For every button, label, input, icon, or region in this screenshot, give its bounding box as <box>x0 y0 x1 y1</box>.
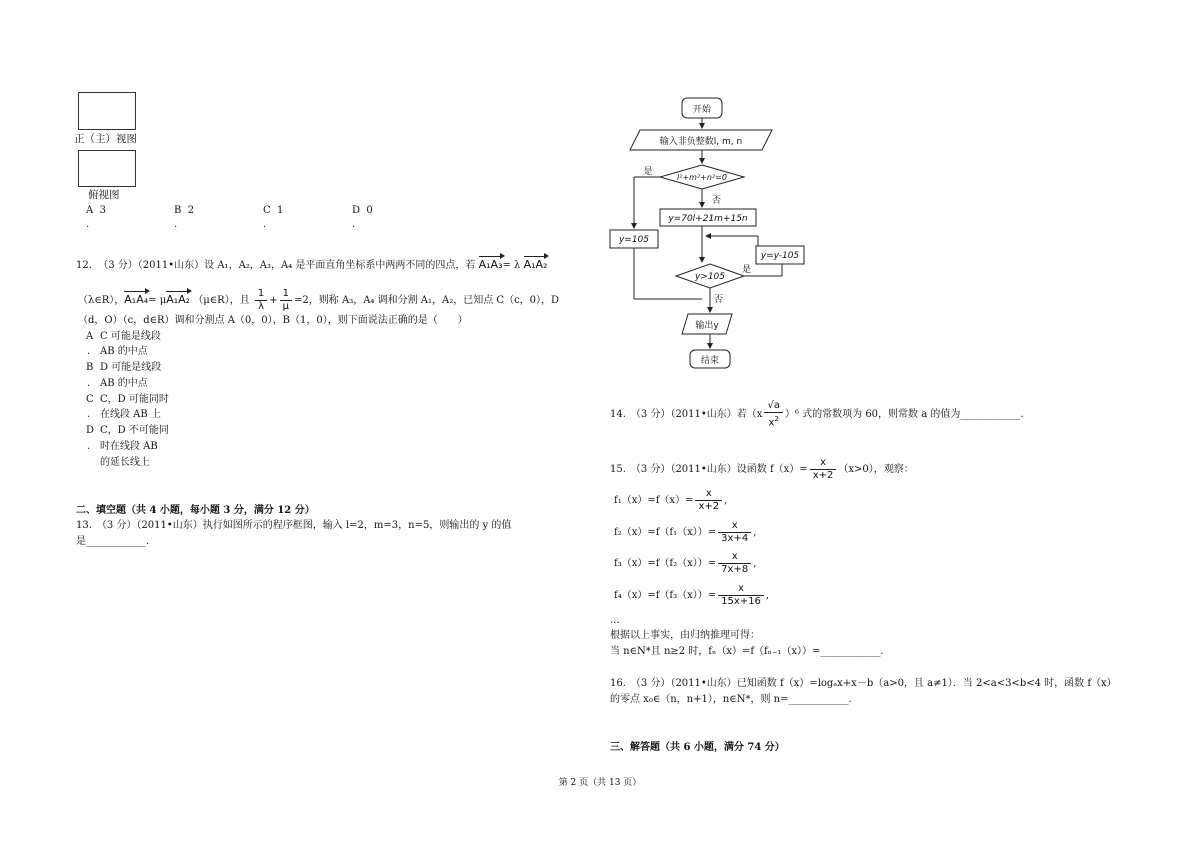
q11-dot: . <box>352 219 356 230</box>
q14: 14. （3 分）（2011•山东）若（x $\frac{√a}{x^2}$ ）⁶ 式的常数项为 60，则常数 a 的值为____________. <box>610 400 1024 429</box>
q12-option-c-line2: 在线段 AB 上 <box>100 409 161 420</box>
q15-fraction: $\frac{x}{x+2}$ <box>810 457 837 482</box>
q11-dot: . <box>86 219 90 230</box>
vector-a1a2-2: A₁A₂ <box>166 293 191 306</box>
q16-line1: 16. （3 分）（2011•山东）已知函数 f（x）=logₐx+x－b（a>0，且 a≠1）．当 2<a<3<b<4 时，函数 f（x） <box>610 678 1117 689</box>
q12-option-c-dot: . <box>87 409 91 420</box>
q15-f2: f₂（x）=f（f₁（x））= $\frac{x}{3x+4}$ , <box>614 520 757 544</box>
flow-output-label: 输出y <box>695 321 719 331</box>
flow-no-2: 否 <box>714 295 724 305</box>
flow-yes-1: 是 <box>643 167 653 177</box>
q13-line2: 是____________. <box>76 536 150 547</box>
q12-line2: （λ∈R），A₁A₄= μA₁A₂ （μ∈R），且 $\frac{1}{\lambda}$ + $\frac{1}{\mu}$ =2，则称 A₃，A₄ 调和分割 A₁，A₂，已知点 C（c，0），D <box>78 288 560 312</box>
q12-line3: （d，O）（c，d∈R）调和分割点 A（0，0），B（1，0），则下面说法正确的是（ ） <box>78 315 468 326</box>
q11-option-b: B 2 <box>174 205 195 216</box>
q12-option-b-letter: B <box>86 362 94 373</box>
q15-conclude-2: 当 n∈N*且 n≥2 时，fₙ（x）=f（fₙ₋₁（x））=____________. <box>610 646 884 657</box>
fraction-1-over-mu: $\frac{1}{\mu}$ <box>280 288 292 313</box>
q16-line2: 的零点 x₀∈（n，n+1），n∈N*，则 n=____________. <box>610 694 852 705</box>
q13-line1: 13. （3 分）（2011•山东）执行如图所示的程序框图，输入 l=2，m=3，n=5，则输出的 y 的值 <box>76 520 512 531</box>
q12-option-a-dot: . <box>87 346 91 357</box>
q15-line1: 15. （3 分）（2011•山东）设函数 f（x）= $\frac{x}{x+2}$ （x>0），观察： <box>610 457 914 481</box>
q12-option-a-letter: A <box>86 331 94 342</box>
q15-f4: f₄（x）=f（f₃（x））= $\frac{x}{15x+16}$ , <box>614 583 770 607</box>
top-view-label: 俯视图 <box>88 189 120 201</box>
q12-option-a-line1: C 可能是线段 <box>100 331 161 342</box>
flow-end-label: 结束 <box>700 356 720 366</box>
q15-ellipsis: ... <box>610 615 620 626</box>
vector-a1a4: A₁A₄ <box>124 293 149 306</box>
fraction-1-over-lambda: $\frac{1}{\lambda}$ <box>255 288 267 313</box>
q15-f3-fraction: $\frac{x}{7x+8}$ <box>718 551 751 576</box>
q15-f1: f₁（x）=f（x）= $\frac{x}{x+2}$ , <box>614 488 728 512</box>
q11-option-d: D 0 <box>352 205 373 216</box>
flow-condition-1-label: l²+m²+n²=0 <box>677 173 727 182</box>
q12-option-b-dot: . <box>87 378 91 389</box>
q15-f2-fraction: $\frac{x}{3x+4}$ <box>718 520 751 545</box>
q12-option-d-dot: . <box>87 441 91 452</box>
section2-heading: 二、填空题（共 4 小题，每小题 3 分，满分 12 分） <box>76 505 315 516</box>
flowchart <box>600 90 840 380</box>
q12-option-d-line3: 的延长线上 <box>100 457 150 468</box>
q12-option-c-line1: C，D 可能同时 <box>100 394 169 405</box>
q11-option-c: C 1 <box>263 205 284 216</box>
top-view-figure <box>78 150 136 187</box>
q12-option-c-letter: C <box>86 394 94 405</box>
flow-condition-2-label: y>105 <box>694 272 726 282</box>
flow-assign-2-label: y=y-105 <box>760 251 800 261</box>
q12-option-b-line2: AB 的中点 <box>100 378 148 389</box>
q15-f1-fraction: $\frac{x}{x+2}$ <box>695 488 722 513</box>
flow-yes-2: 是 <box>742 265 752 275</box>
flow-assign-1-label: y=70l+21m+15n <box>668 214 748 224</box>
vector-a1a2: A₁A₂ <box>523 258 548 271</box>
front-view-figure <box>78 92 136 130</box>
q11-option-a: A 3 <box>86 205 106 216</box>
flow-no-1: 否 <box>712 196 722 206</box>
q15-conclude-1: 根据以上事实，由归纳推理可得： <box>610 630 760 641</box>
flow-assign-yes-label: y=105 <box>618 235 650 245</box>
flow-start-label: 开始 <box>692 105 712 115</box>
section3-heading: 三、解答题（共 6 小题，满分 74 分） <box>610 742 785 753</box>
q11-dot: . <box>174 219 178 230</box>
q15-f3: f₃（x）=f（f₂（x））= $\frac{x}{7x+8}$ , <box>614 551 757 575</box>
q12-option-d-line2: 时在线段 AB <box>100 441 158 452</box>
q12-option-a-line2: AB 的中点 <box>100 346 148 357</box>
flow-input-label: 输入非负整数l, m, n <box>659 137 743 147</box>
page-footer: 第 2 页（共 13 页） <box>558 778 642 788</box>
q12-line1: 12. （3 分）（2011•山东）设 A₁，A₂，A₃，A₄ 是平面直角坐标系中两两不同的四点，若 A₁A₃= λ A₁A₂ <box>76 258 548 271</box>
q15-f4-fraction: $\frac{x}{15x+16}$ <box>718 583 764 608</box>
q14-fraction: $\frac{√a}{x^2}$ <box>764 400 783 429</box>
q12-option-d-line1: C，D 不可能同 <box>100 425 169 436</box>
vector-a1a3: A₁A₃ <box>478 258 503 271</box>
front-view-label: 正（主）视图 <box>74 133 137 145</box>
q11-dot: . <box>263 219 267 230</box>
q12-option-d-letter: D <box>86 425 95 436</box>
q12-option-b-line1: D 可能是线段 <box>100 362 162 373</box>
